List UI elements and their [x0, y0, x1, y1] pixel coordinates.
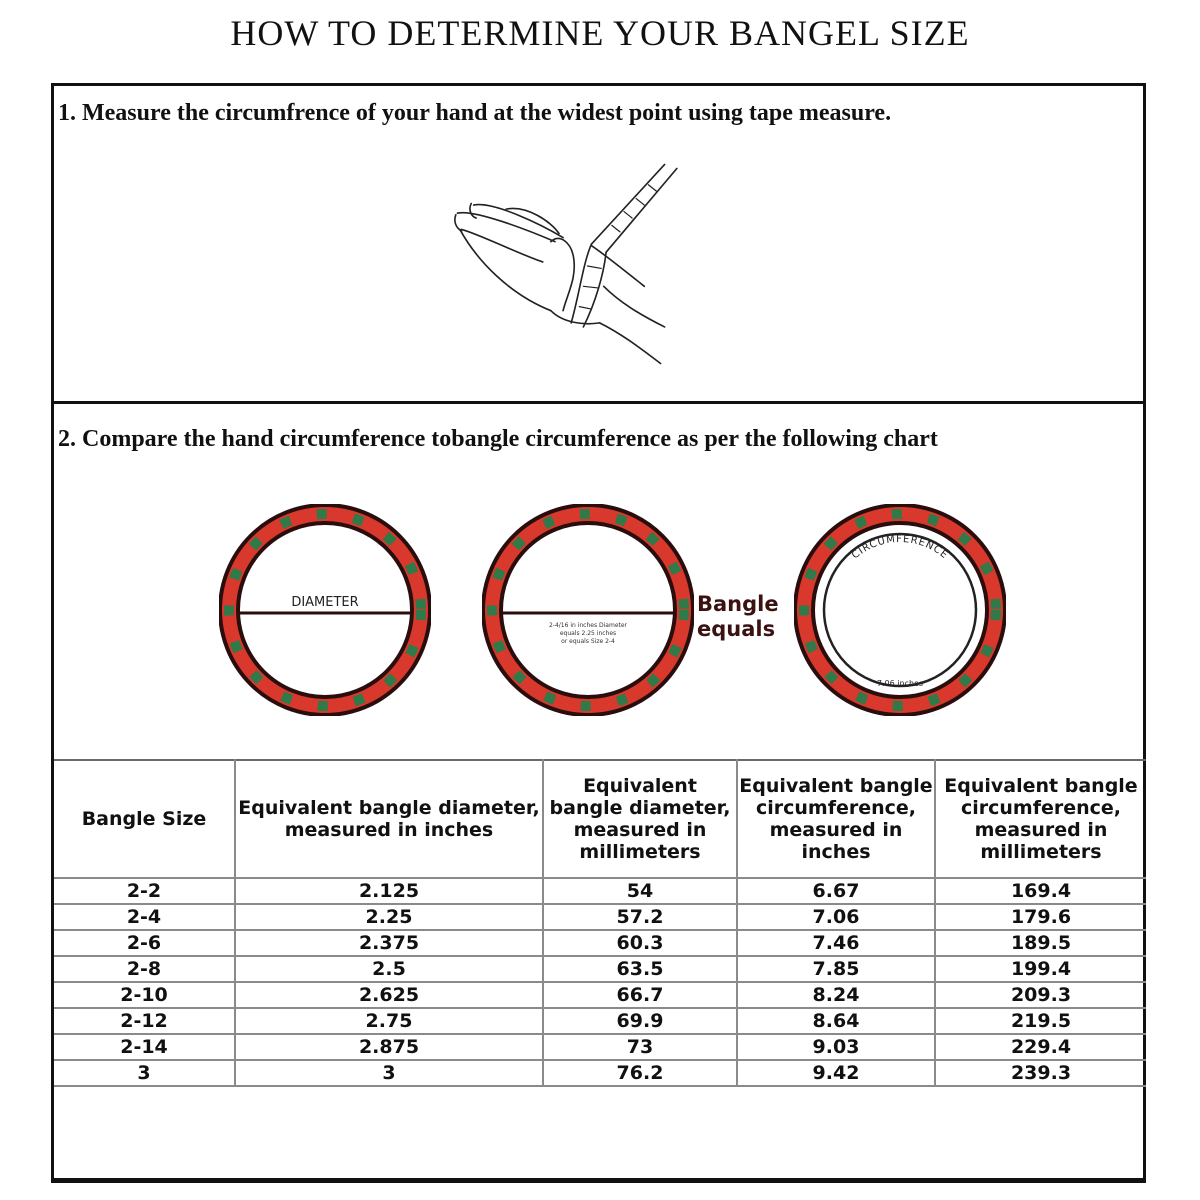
table-row — [54, 1060, 1146, 1086]
cell-circumference-mm: 199.4 — [935, 956, 1146, 982]
step-2-section — [54, 404, 1143, 1184]
cell-size: 2-2 — [54, 878, 235, 904]
table-row — [54, 982, 1146, 1008]
header-circumference-inches: Equivalent bangle circumference, measured in inches — [737, 760, 935, 878]
cell-circumference-mm: 229.4 — [935, 1034, 1146, 1060]
step-1-text: 1. Measure the circumfrence of your hand at the widest point using tape measure. — [58, 100, 892, 126]
cell-circumference-in: 9.03 — [737, 1034, 935, 1060]
cell-circumference-mm: 219.5 — [935, 1008, 1146, 1034]
cell-diameter-in: 2.375 — [235, 930, 543, 956]
cell-circumference-in: 7.46 — [737, 930, 935, 956]
cell-diameter-in: 2.5 — [235, 956, 543, 982]
bangle-equals-label — [697, 592, 779, 642]
equals-line-1: Bangle — [697, 592, 779, 616]
cell-diameter-mm: 57.2 — [543, 904, 737, 930]
example-label-line-2: equals 2.25 inches — [559, 630, 617, 637]
cell-diameter-mm: 66.7 — [543, 982, 737, 1008]
example-label-line-1: 2-4/16 in inches Diameter — [548, 622, 628, 629]
cell-diameter-mm: 63.5 — [543, 956, 737, 982]
cell-diameter-in: 2.625 — [235, 982, 543, 1008]
cell-circumference-in: 9.42 — [737, 1060, 935, 1086]
circumference-label: CIRCUMFERENCE — [849, 533, 951, 562]
cell-circumference-mm: 209.3 — [935, 982, 1146, 1008]
cell-diameter-in: 2.25 — [235, 904, 543, 930]
example-label-line-3: or equals Size 2-4 — [561, 638, 615, 645]
cell-size: 2-8 — [54, 956, 235, 982]
header-circumference-mm: Equivalent bangle circumference, measured in millimeters — [935, 760, 1146, 878]
step-1-section — [54, 86, 1143, 404]
cell-diameter-mm: 60.3 — [543, 930, 737, 956]
header-diameter-inches: Equivalent bangle diameter, measured in inches — [235, 760, 543, 878]
table-row — [54, 930, 1146, 956]
cell-size: 2-14 — [54, 1034, 235, 1060]
cell-circumference-mm: 169.4 — [935, 878, 1146, 904]
cell-size: 2-12 — [54, 1008, 235, 1034]
table-row — [54, 1034, 1146, 1060]
circumference-value-label: 7.06 inches — [876, 679, 924, 688]
cell-diameter-in: 2.875 — [235, 1034, 543, 1060]
cell-diameter-mm: 69.9 — [543, 1008, 737, 1034]
header-diameter-mm: Equivalent bangle diameter, measured in millimeters — [543, 760, 737, 878]
cell-circumference-in: 8.64 — [737, 1008, 935, 1034]
instructions-frame — [51, 83, 1146, 1183]
page-title: HOW TO DETERMINE YOUR BANGEL SIZE — [230, 13, 970, 53]
cell-size: 2-10 — [54, 982, 235, 1008]
cell-size: 2-4 — [54, 904, 235, 930]
bangle-diameter-diagram — [219, 504, 431, 716]
cell-size: 2-6 — [54, 930, 235, 956]
cell-size: 3 — [54, 1060, 235, 1086]
cell-diameter-mm: 76.2 — [543, 1060, 737, 1086]
header-bangle-size: Bangle Size — [54, 760, 235, 878]
table-header-row — [54, 760, 1146, 878]
cell-diameter-in: 2.125 — [235, 878, 543, 904]
cell-circumference-mm: 179.6 — [935, 904, 1146, 930]
hand-tape-measure-icon — [429, 141, 689, 391]
cell-diameter-mm: 73 — [543, 1034, 737, 1060]
cell-circumference-mm: 239.3 — [935, 1060, 1146, 1086]
table-row — [54, 904, 1146, 930]
cell-diameter-mm: 54 — [543, 878, 737, 904]
cell-diameter-in: 3 — [235, 1060, 543, 1086]
cell-circumference-mm: 189.5 — [935, 930, 1146, 956]
bangle-size-example-diagram — [482, 504, 694, 716]
cell-circumference-in: 8.24 — [737, 982, 935, 1008]
cell-diameter-in: 2.75 — [235, 1008, 543, 1034]
bangle-size-table — [54, 759, 1146, 1087]
table-row — [54, 956, 1146, 982]
step-2-text: 2. Compare the hand circumference tobangle circumference as per the following chart — [58, 426, 938, 452]
cell-circumference-in: 7.85 — [737, 956, 935, 982]
table-row — [54, 878, 1146, 904]
equals-line-2: equals — [697, 617, 776, 641]
cell-circumference-in: 6.67 — [737, 878, 935, 904]
diameter-label: DIAMETER — [291, 595, 359, 610]
bangle-circumference-diagram — [794, 504, 1006, 716]
cell-circumference-in: 7.06 — [737, 904, 935, 930]
svg-text:CIRCUMFERENCE — [850, 534, 950, 561]
table-row — [54, 1008, 1146, 1034]
